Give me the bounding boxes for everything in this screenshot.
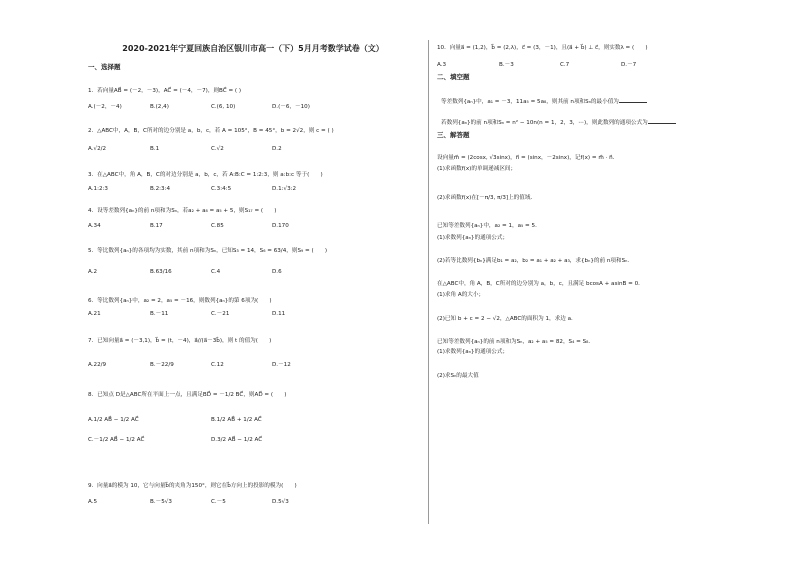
answer-problem-2-stem: 已知等差数列{aₙ}中，a₂ = 1，a₅ = 5． bbox=[437, 223, 541, 229]
question-8: 8．已知点 D是△ABC所在平面上一点，且满足BD⃗ = －1/2 BC⃗，则AD⃗ = ( ) bbox=[88, 392, 287, 398]
fill-question-1 bbox=[441, 97, 647, 106]
column-divider bbox=[428, 40, 429, 524]
option-b: B.1 bbox=[150, 146, 160, 152]
question-4: 4．设等差数列{aₙ}的前 n项和为Sₙ，若a₂ + a₈ = a₅ + 5，则S₁₇ = ( ) bbox=[88, 208, 277, 214]
section-fill-heading: 二、填空题 bbox=[437, 73, 470, 81]
option-d: D.11 bbox=[272, 311, 286, 317]
option-c: C.4 bbox=[211, 269, 221, 275]
option-c: C.85 bbox=[211, 223, 224, 229]
answer-problem-4-part-2: (2)求Sₙ的最大值 bbox=[437, 373, 479, 379]
answer-problem-1-stem: 设向量m⃗ = (2cosx, √3sinx)，n⃗ = (sinx，－2sinx)，记f(x) = m⃗ · n⃗． bbox=[437, 155, 619, 161]
option-c: C.(6, 10) bbox=[211, 104, 236, 110]
option-c: C.3:4:5 bbox=[211, 186, 232, 192]
option-b: B.63/16 bbox=[150, 269, 172, 275]
option-b: B.17 bbox=[150, 223, 163, 229]
option-b: B.(2,4) bbox=[150, 104, 169, 110]
exam-title: 2020-2021年宁夏回族自治区银川市高一（下）5月月考数学试卷（文） bbox=[122, 44, 384, 53]
fill-question-2-text: 若数列{aₙ}的前 n项和Sₙ = n² − 10n(n = 1，2，3，⋯)，则此数列的通项公式为 bbox=[441, 120, 648, 126]
option-c: C.12 bbox=[211, 362, 224, 368]
option-d: D.－12 bbox=[272, 362, 291, 368]
option-d: D.(－6，－10) bbox=[272, 104, 310, 110]
option-b: B.－22/9 bbox=[150, 362, 174, 368]
question-5: 5．等比数列{aₙ}的各项均为实数，其前 n项和为Sₙ，已知S₃ = 14，S₆ = 63/4，则S₉ = ( ) bbox=[88, 248, 328, 254]
option-a: A.5 bbox=[88, 499, 98, 505]
option-a: A.1:2:3 bbox=[88, 186, 108, 192]
question-2: 2．△ABC中，A，B，C所对的边分别是 a，b，c，若 A = 105°，B = 45°，b = 2√2，则 c = ( ) bbox=[88, 128, 334, 134]
option-a: A.1/2 AB⃗ − 1/2 AC⃗ bbox=[88, 417, 139, 423]
fill-question-2 bbox=[441, 118, 676, 127]
answer-problem-4-stem: 已知等差数列{aₙ}的前 n项和为Sₙ，a₂ + a₅ = 82，S₄ = S₈． bbox=[437, 339, 594, 345]
option-a: A.34 bbox=[88, 223, 101, 229]
answer-problem-2-part-1: (1)求数列{aₙ}的通项公式； bbox=[437, 235, 509, 241]
question-10: 10．向量a⃗ = (1,2)，b⃗ = (2,λ)，c⃗ = (3，－1)，且(a⃗ + b⃗) ⊥ c⃗，则实数λ = ( ) bbox=[437, 45, 648, 51]
option-a: A.(－2，－4) bbox=[88, 104, 122, 110]
option-a: A.2 bbox=[88, 269, 98, 275]
option-d: D.170 bbox=[272, 223, 289, 229]
option-b: B.2:3:4 bbox=[150, 186, 171, 192]
option-b: B.－3 bbox=[499, 62, 514, 68]
option-d: D.－7 bbox=[621, 62, 637, 68]
answer-blank bbox=[619, 97, 647, 103]
option-a: A.√2/2 bbox=[88, 146, 107, 152]
answer-problem-3-part-1: (1)求角 A的大小； bbox=[437, 292, 485, 298]
option-b: B.－11 bbox=[150, 311, 169, 317]
answer-problem-4-part-1: (1)求数列{aₙ}的通项公式； bbox=[437, 349, 509, 355]
section-choice-heading: 一、选择题 bbox=[88, 63, 121, 71]
option-b: B.1/2 AB⃗ + 1/2 AC⃗ bbox=[211, 417, 262, 423]
option-c: C.√2 bbox=[211, 146, 224, 152]
answer-problem-1-part-1: (1)求函数f(x)的单调递减区间； bbox=[437, 166, 517, 172]
option-d: D.3/2 AB⃗ − 1/2 AC⃗ bbox=[211, 437, 263, 443]
option-d: D.5√3 bbox=[272, 499, 289, 505]
question-3: 3．在△ABC中，角 A，B，C的对边分别是 a，b，c，若 A:B:C = 1:2:3，则 a:b:c 等于( ) bbox=[88, 172, 323, 178]
option-a: A.3 bbox=[437, 62, 447, 68]
option-a: A.22/9 bbox=[88, 362, 107, 368]
option-d: D.1:√3:2 bbox=[272, 186, 297, 192]
option-c: C.－5 bbox=[211, 499, 226, 505]
section-answer-heading: 三、解答题 bbox=[437, 131, 470, 139]
option-d: D.6 bbox=[272, 269, 282, 275]
question-6: 6．等比数列{aₙ}中，a₂ = 2，a₅ = －16，则数列{aₙ}的第 6项为( ) bbox=[88, 298, 272, 304]
answer-problem-2-part-2: (2)若等比数列{bₙ}满足b₁ = a₂，b₂ = a₁ + a₂ + a₃，求{bₙ}的前 n项和Sₙ． bbox=[437, 258, 633, 264]
option-b: B.－5√3 bbox=[150, 499, 172, 505]
question-1: 1．若向量AB⃗ = (－2，－3)，AC⃗ = (－4，－7)，则BC⃗ = ( ) bbox=[88, 88, 242, 94]
answer-blank bbox=[648, 118, 676, 124]
option-a: A.21 bbox=[88, 311, 101, 317]
option-c: C.－21 bbox=[211, 311, 230, 317]
option-c: C.－1/2 AB⃗ − 1/2 AC⃗ bbox=[88, 437, 145, 443]
fill-question-1-text: 等差数列{aₙ}中，a₁ = －3，11a₅ = 5a₈，则其前 n项和Sₙ的最小值为 bbox=[441, 99, 619, 105]
answer-problem-3-stem: 在△ABC中，角 A，B，C所对的边分别为 a，b，c，且满足 bcosA + asinB = 0． bbox=[437, 281, 644, 287]
answer-problem-1-part-2: (2)求函数f(x)在[－π/3, π/3]上的值域． bbox=[437, 195, 537, 201]
option-d: D.2 bbox=[272, 146, 282, 152]
question-7: 7．已知向量a⃗ = (－3,1)，b⃗ = (t，－4)，a⃗//(a⃗－3b⃗)，则 t 的值为( ) bbox=[88, 338, 272, 344]
option-c: C.7 bbox=[560, 62, 570, 68]
answer-problem-3-part-2: (2)已知 b + c = 2 − √2，△ABC的面积为 1，求边 a． bbox=[437, 316, 577, 322]
question-9: 9．向量a⃗的模为 10，它与向量b⃗的夹角为150°，则它在b⃗方向上的投影的模为( ) bbox=[88, 483, 297, 489]
